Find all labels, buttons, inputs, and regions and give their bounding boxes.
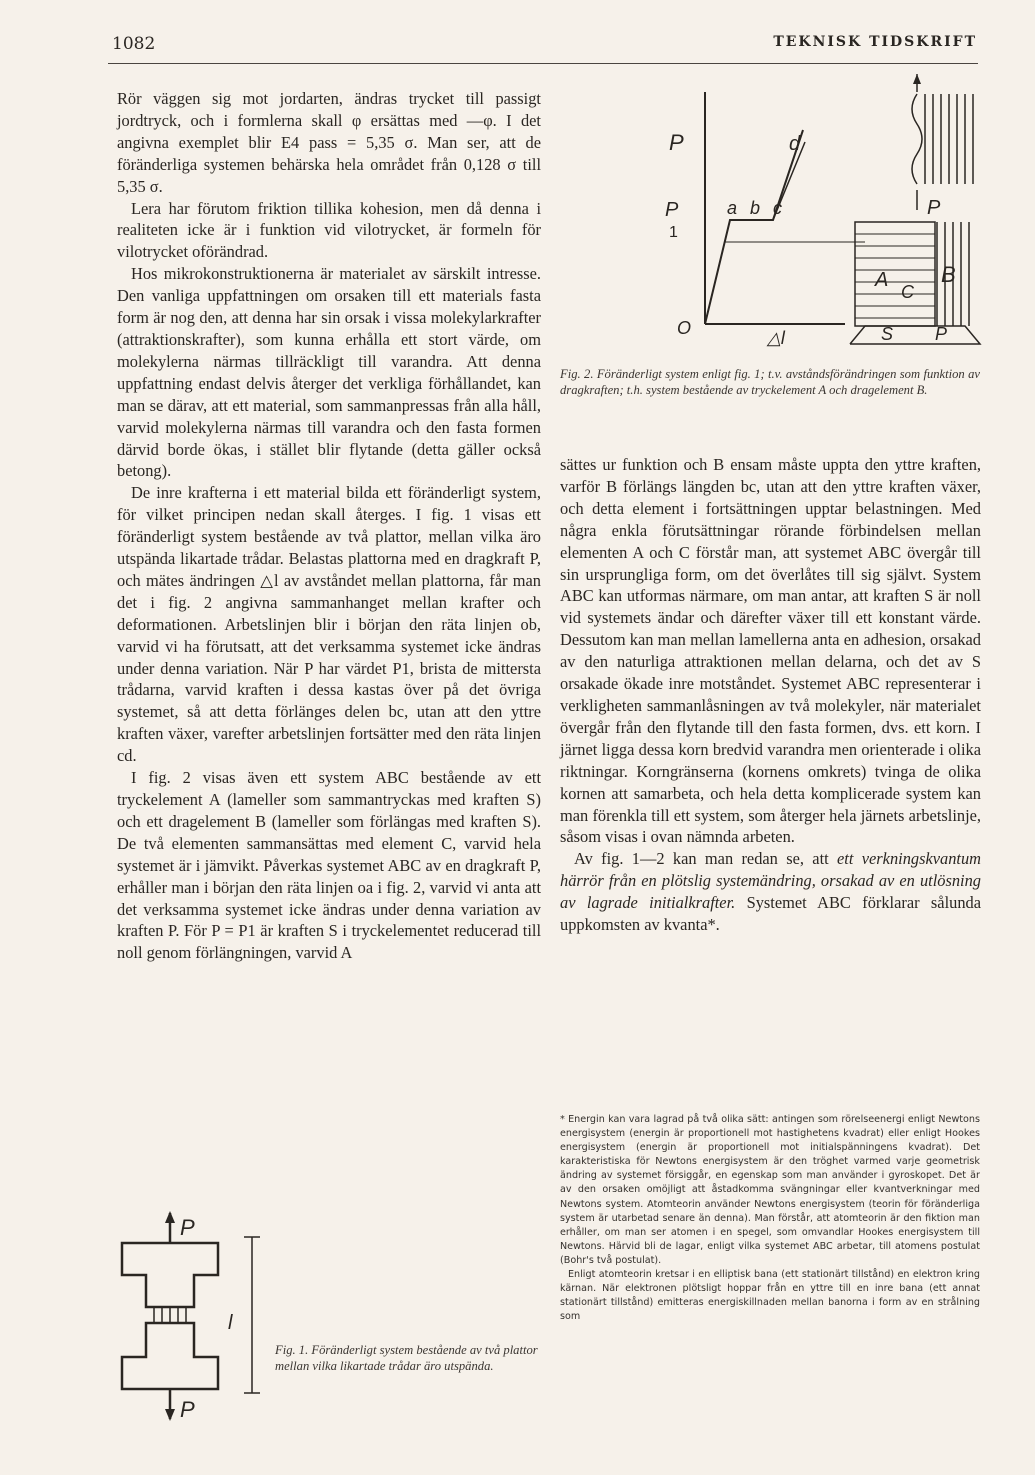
fig1-label-l: l	[228, 1312, 233, 1334]
fig2-caption: Fig. 2. Föränderligt system enligt fig. 1; t.v. avståndsförändringen som funktion av dragkraften; t.h. system bestående av tryckelement A och dragelement B.	[560, 367, 980, 397]
left-column	[117, 88, 541, 964]
fig2-label-b: b	[750, 198, 761, 218]
paragraph: De inre krafterna i ett material bilda ett föränderligt system, för vilket principen nedan skall återges. I fig. 1 visas ett föränderligt system bestående av två plattor, mellan vilka äro utspända likartade trådar. Belastas plattorna med en dragkraft P, och mätes ändringen △l av avståndet mellan plattorna, får man det i fig. 2 angivna sammanhanget mellan krafter och deformationen. Arbetslinjen blir i början den räta linjen ob, varvid vi ha förutsatt, att det verksamma systemet icke ändras under denna variation. När P har värdet P1, brista de mittersta trådarna, varvid kraften i dessa kastas över på det övriga systemet, så att detta förlänges delen bc, utan att den yttre kraften växer, varefter arbetslinjen fortsätter med den räta linjen cd.	[117, 483, 541, 766]
fig1-arrowhead-top	[165, 1211, 175, 1223]
fig1-threads	[154, 1307, 186, 1323]
footnote-paragraph: Enligt atomteorin kretsar i en elliptisk bana (ett stationärt tillstånd) en elektron kring kärnan. När elektronen plötsligt hoppar från en yttre till en inre bana (ett annat stationärt tillstånd) emitteras energiskillnaden mellan banorna i form av en strålning som	[560, 1269, 980, 1323]
paragraph-conclusion	[560, 848, 981, 936]
right-column	[560, 454, 981, 936]
footnote-paragraph: * Energin kan vara lagrad på två olika sätt: antingen som rörelseenergi enligt Newtons energisystem (energin är proportionell mot hastighetens kvadrat) eller enligt Hookes energisystem (energin är proportionell mot initialspänningens kvadrat). Det karakteristiska för Newtons energisystem är den tröghet varmed varje geometrisk ändring av systemet försiggår, en egenskap som man använder i gyroskopet. Det är av den orsaken omöjligt att åstadkomma svängningar eller kvantverkningar med Newtons system. Atomteorin använder Newtons energisystem (teorin för föränderliga system är utarbetad senare än denna). Man förstår, att atomteorin är den fiktion man erhåller, om man ser atomen i en spegel, som omvandlar Hookes energisystem till Newtons. Härvid bli de lagar, enligt vilka systemet ABC arbetar, till atomens postulat (Bohr's två postulat).	[560, 1114, 980, 1266]
page-number: 1082	[112, 34, 156, 54]
fig1-label-p-top: P	[180, 1215, 195, 1240]
fig1-upper-plate	[122, 1243, 218, 1307]
fig2-element-A	[855, 222, 935, 326]
paragraph: I fig. 2 visas även ett system ABC bestående av ett tryckelement A (lameller som sammantryckas med kraften S) och ett dragelement B (lameller som förlängas med kraften S). De två elementen sammansättas med element C, varvid hela systemet är i jämvikt. Påverkas systemet ABC av en dragkraft P, erhåller man i början den räta linjen oa i fig. 2, varvid vi anta att det verksamma systemet icke ändras under denna variation av kraften P. För P = P1 är kraften S i tryckelementet reducerad till noll genom förlängningen, varvid A	[117, 768, 541, 963]
fig2-wavy-bracket	[912, 94, 922, 184]
fig2-label-d: d	[789, 133, 801, 155]
fig2-label-c: c	[773, 198, 782, 218]
fig2-label-dl: △l	[767, 328, 785, 348]
paragraph: sättes ur funktion och B ensam måste uppta den yttre kraften, varför B förlängs längden bc, utan att den yttre kraften växer, och detta element i fortsättningen upptar belastningen. Med några enkla förutsättningar rörande förbindelsen mellan elementen A och C förstår man, att systemet ABC övergår till sin ursprungliga form, om det överlåtes till sig självt. System ABC kan utformas närmare, om man antar, att kraften S är noll vid systemets ändar och därefter växer till ett konstant värde. Dessutom kan man mellan lamellerna anta en adhesion, orsakad av den naturliga attraktionen mellan delarna, och det av S orsakade ökade inre motståndet. Systemet ABC representerar i verkligheten sammanlåsningen av två molekyler, när materialet övergår från den flytande till den fasta formen, dvs. ett korn. I järnet ligga dessa korn bredvid varandra men orienterade i olika riktningar. Korngränserna (kornens omkrets) tvinga de olika kornen att samarbeta, och hela detta komplicerade system kan man förenkla till ett system, som återger hela järnets arbetslinje, såsom visas i ovan nämnda arbeten.	[560, 455, 981, 847]
paragraph: Hos mikrokonstruktionerna är materialet av särskilt intresse. Den vanliga uppfattningen om orsaken till ett materials fasta form är nog den, att denna har sin orsak i vissa molekylarkrafter (attraktionskrafter), som kunna erhålla ett stort värde, om molekylerna närmas tillräckligt till varandra. Att denna uppfattning endast delvis återger det verkliga förhållandet, kan man se därav, att ett material, som sammanpressas från alla håll, varvid molekylerna närmas till varandra och den fasta formen därvid borde ökas, i stället blir flytande (detta gäller också betong).	[117, 264, 541, 481]
fig2-arrowhead-top	[913, 74, 921, 84]
footnote	[560, 1113, 980, 1324]
journal-title: TEKNISK TIDSKRIFT	[773, 34, 977, 50]
fig1-arrowhead-bottom	[165, 1409, 175, 1421]
fig1-diagram	[110, 1205, 280, 1430]
header-rule	[108, 63, 978, 64]
text-run: Systemet ABC förklarar sålunda uppkomsten av kvanta*.	[560, 893, 981, 935]
fig1-lower-plate	[122, 1323, 218, 1389]
fig2-label-S: S	[881, 324, 894, 344]
fig2-label-P1: P	[665, 199, 679, 221]
fig2-label-a: a	[727, 198, 738, 218]
fig2-upper-lamellae	[925, 94, 973, 184]
fig1-caption: Fig. 1. Föränderligt system bestående av två plattor mellan vilka likartade trådar äro utspända.	[275, 1343, 538, 1373]
fig1-label-p-bottom: P	[180, 1397, 195, 1422]
fig2-label-B: B	[941, 262, 956, 287]
fig2-work-line	[705, 130, 803, 324]
fig2-diagram	[655, 72, 985, 364]
fig2-label-P: P	[669, 130, 684, 155]
fig2-label-P1-sub: 1	[669, 224, 678, 241]
paragraph: Lera har förutom friktion tillika kohesion, men då denna i realiteten icke är i funktion vid vilotrycket, är formeln för vilotrycket oförändrad.	[117, 198, 541, 262]
fig2-A-lamellae	[855, 234, 935, 318]
fig2-label-C: C	[901, 282, 914, 302]
text-run: Av fig. 1—2 kan man redan se, att	[574, 849, 838, 869]
fig2-label-P-bottom: P	[935, 324, 948, 344]
paragraph: Rör väggen sig mot jordarten, ändras trycket till passigt jordtryck, och i formlerna skall φ ersättas med —φ. I det angivna exemplet blir E4 pass = 5,35 σ. Man ser, att de föränderliga systemen behärska hela området från 0,128 σ till 5,35 σ.	[117, 89, 541, 196]
fig2-bottom-frame	[850, 326, 980, 344]
fig2-label-O: O	[677, 318, 692, 338]
fig2-label-A: A	[875, 269, 889, 291]
emphasis: ett verkningskvantum härrör från en plötslig systemändring, orsakad av en utlösning av lagrade initialkrafter.	[560, 849, 981, 913]
fig2-label-P-top: P	[927, 197, 941, 219]
